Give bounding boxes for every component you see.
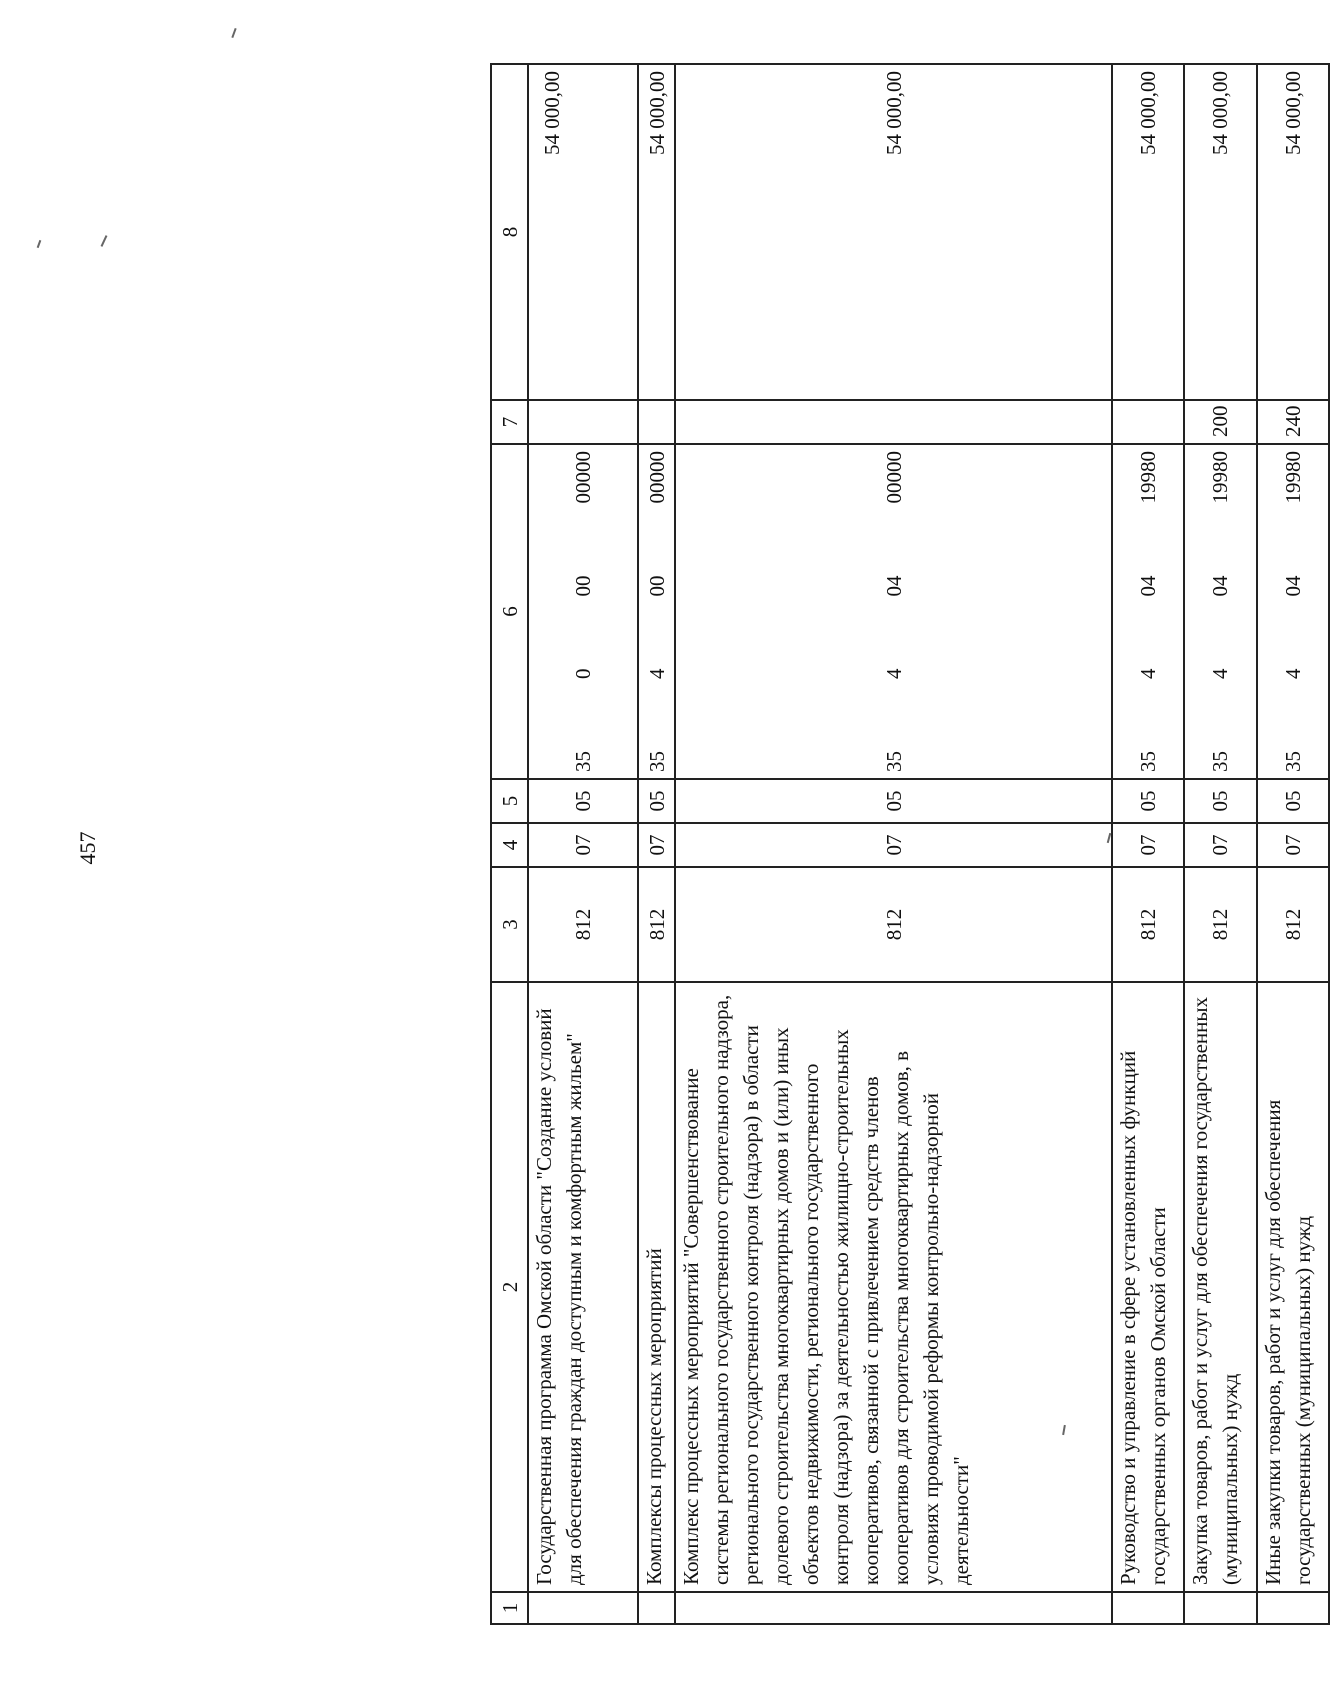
row-amount-cell: 54 000,00 [528,64,638,400]
row-col7-cell: 200 [1184,400,1256,444]
row-name-cell: Государственная программа Омской области "Создание условий для обеспечения граждан доступным и комфортным жильем" [528,982,638,1592]
kbk-part: 19980 [1208,451,1233,504]
header-row [491,64,528,1624]
header-cell: 3 [491,867,528,982]
row-col7-cell [638,400,675,444]
kbk-part: 00 [571,575,596,597]
kbk-part: 19980 [1280,451,1305,504]
header-cell: 2 [491,982,528,1592]
row-number-cell [1257,1592,1329,1624]
row-kbk-cell [528,444,638,779]
row-kbk-cell [1112,444,1184,779]
scan-speck [37,240,42,248]
row-number-cell [638,1592,675,1624]
kbk-part: 4 [1208,668,1233,679]
row-number-cell [675,1592,1112,1624]
kbk-part: 35 [644,751,669,772]
row-kbk-cell [1257,444,1329,779]
row-col7-cell [528,400,638,444]
row-amount-cell: 54 000,00 [675,64,1112,400]
row-name-cell: Комплекс процессных мероприятий "Совершенствование системы регионального государственного строительного надзора, регионального государственного контроля (надзора) в области долевого строительства многоквартирных домов и (или) иных объектов недвижимости, регионального государственного контроля (надзора) за деятельностью жилищно-строительных кооперативов, связанной с привлечением средств членов кооперативов для строительства многоквартирных домов, в условиях проводимой реформы контрольно-надзорной деятельности" [675,982,1112,1592]
row-col5-cell: 05 [675,779,1112,823]
kbk-part: 35 [1280,751,1305,772]
row-col5-cell: 05 [1257,779,1329,823]
row-name-cell: Иные закупки товаров, работ и услуг для обеспечения государственных (муниципальных) нужд [1257,982,1329,1592]
scan-speck [101,235,108,247]
row-col5-cell: 05 [1184,779,1256,823]
row-name-cell: Руководство и управление в сфере установленных функций государственных органов Омской области [1112,982,1184,1592]
row-amount-cell: 54 000,00 [638,64,675,400]
kbk-part: 04 [881,575,906,597]
kbk-part: 35 [1208,751,1233,772]
budget-table [490,63,1330,1625]
row-col3-cell: 812 [638,867,675,982]
row-col7-cell [675,400,1112,444]
row-kbk-cell [638,444,675,779]
row-col3-cell: 812 [528,867,638,982]
header-cell: 6 [491,444,528,779]
kbk-part: 35 [571,751,596,772]
row-number-cell [1112,1592,1184,1624]
kbk-part: 0 [571,668,596,679]
kbk-part: 04 [1135,575,1160,597]
kbk-part: 00000 [881,451,906,504]
kbk-part: 00000 [644,451,669,504]
page-number: 457 [75,831,100,865]
row-amount-cell: 54 000,00 [1257,64,1329,400]
row-col7-cell: 240 [1257,400,1329,444]
kbk-part: 4 [1280,668,1305,679]
scan-speck [231,28,236,38]
row-col5-cell: 05 [1112,779,1184,823]
row-number-cell [1184,1592,1256,1624]
table-row [528,64,638,1624]
row-amount-cell: 54 000,00 [1184,64,1256,400]
row-col5-cell: 05 [638,779,675,823]
row-col5-cell: 05 [528,779,638,823]
row-col3-cell: 812 [1184,867,1256,982]
table-row [675,64,1112,1624]
row-name-cell: Комплексы процессных мероприятий [638,982,675,1592]
kbk-part: 04 [1280,575,1305,597]
table-row [638,64,675,1624]
table-row [1112,64,1184,1624]
row-col4-cell: 07 [638,823,675,867]
budget-table-wrapper [490,65,1330,1625]
row-number-cell [528,1592,638,1624]
table-row [1257,64,1329,1624]
kbk-part: 19980 [1135,451,1160,504]
kbk-part: 4 [881,668,906,679]
kbk-part: 4 [644,668,669,679]
row-col4-cell: 07 [528,823,638,867]
row-col3-cell: 812 [675,867,1112,982]
row-col4-cell: 07 [1112,823,1184,867]
row-col4-cell: 07 [1257,823,1329,867]
row-col3-cell: 812 [1112,867,1184,982]
kbk-part: 35 [1135,751,1160,772]
table-row [1184,64,1256,1624]
row-col7-cell [1112,400,1184,444]
row-col3-cell: 812 [1257,867,1329,982]
header-cell: 1 [491,1592,528,1624]
kbk-part: 4 [1135,668,1160,679]
row-amount-cell: 54 000,00 [1112,64,1184,400]
header-cell: 8 [491,64,528,400]
row-kbk-cell [1184,444,1256,779]
kbk-part: 00 [644,575,669,597]
row-name-cell: Закупка товаров, работ и услуг для обеспечения государственных (муниципальных) нужд [1184,982,1256,1592]
kbk-part: 35 [881,751,906,772]
kbk-part: 04 [1208,575,1233,597]
row-col4-cell: 07 [675,823,1112,867]
header-cell: 5 [491,779,528,823]
row-col4-cell: 07 [1184,823,1256,867]
header-cell: 4 [491,823,528,867]
row-kbk-cell [675,444,1112,779]
kbk-part: 00000 [571,451,596,504]
header-cell: 7 [491,400,528,444]
